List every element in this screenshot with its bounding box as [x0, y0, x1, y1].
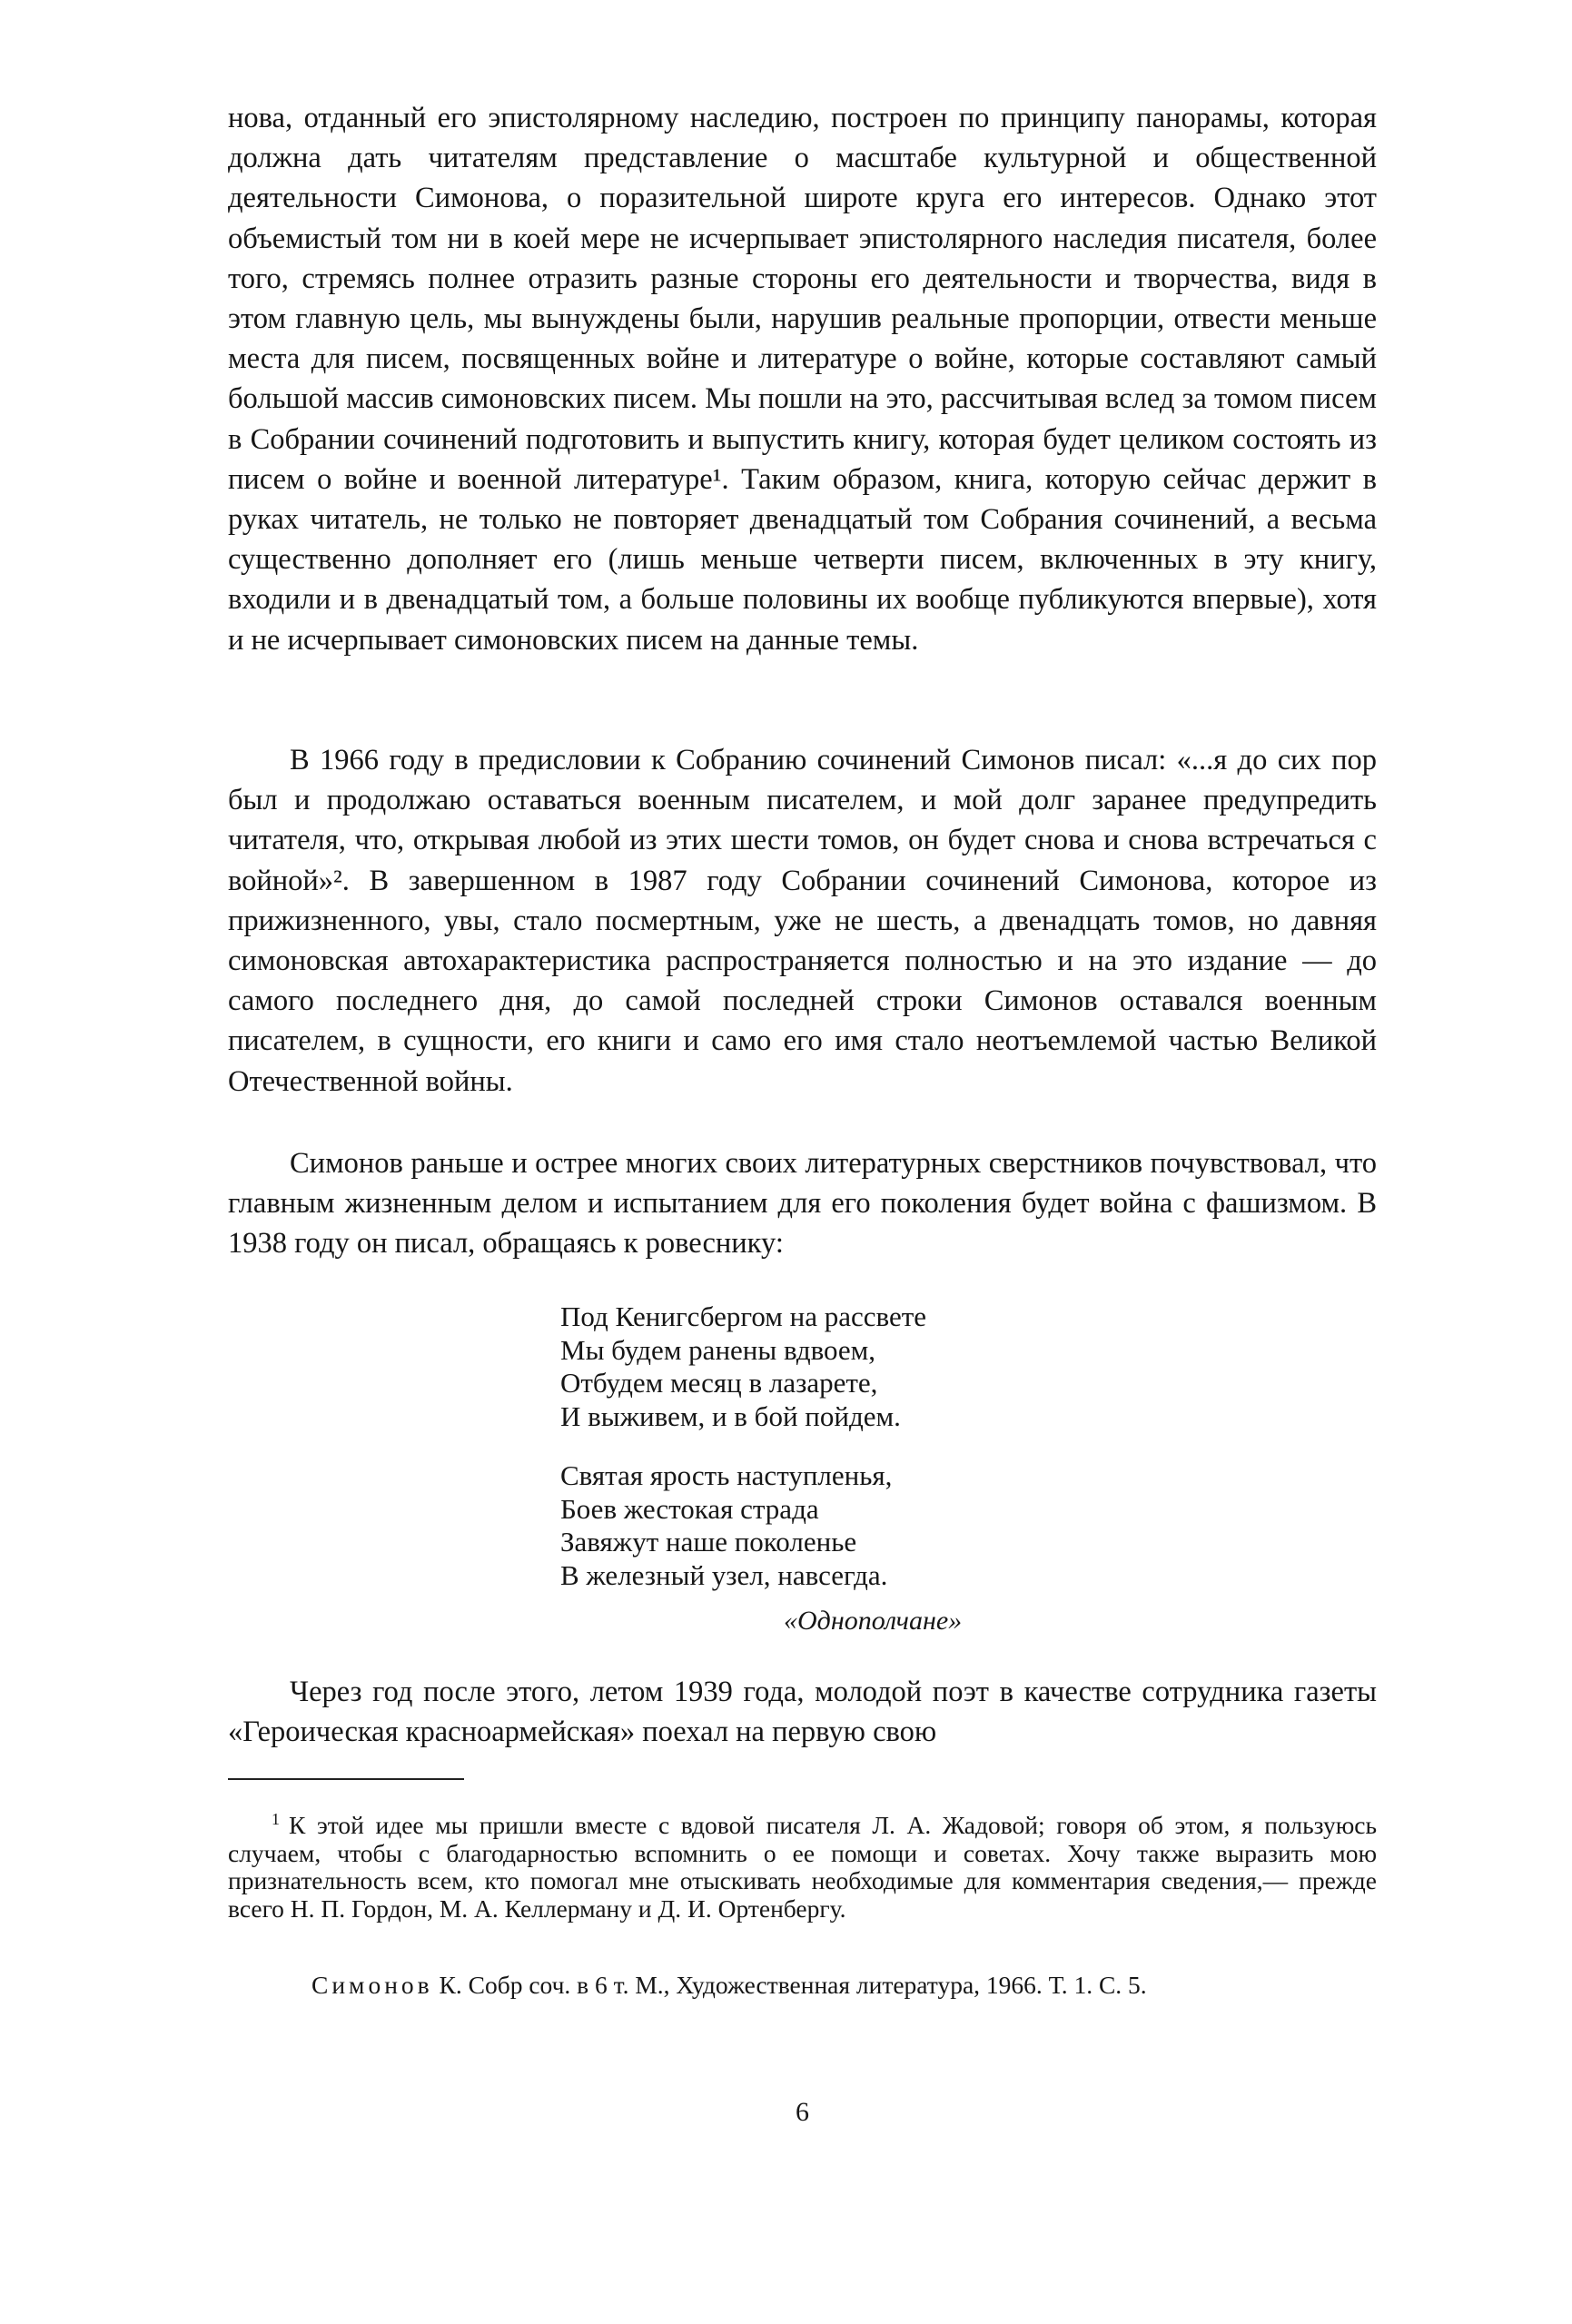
- poem-stanza-1: Под Кенигсбергом на рассвете Мы будем ранены вдвоем, Отбудем месяц в лазарете, И выживем, и в бой пойдем.: [560, 1300, 927, 1432]
- poem-title: «Однополчане»: [784, 1606, 963, 1636]
- footnote-2: [228, 1972, 1377, 2000]
- footnote-1-text: К этой идее мы пришли вместе с вдовой писателя Л. А. Жадовой; говоря об этом, я пользуюсь случаем, чтобы с благодарностью вспомнить о ее помощи и советах. Хочу также выразить мою признательность всем, кто помогал мне отыскивать необходимые для комментария сведения,— прежде всего Н. П. Гордон, М. А. Келлерману и Д. И. Ортенбергу.: [228, 1811, 1377, 1923]
- footnote-1-marker: 1: [272, 1810, 280, 1828]
- page-number: 6: [796, 2097, 809, 2127]
- footnote-divider: [228, 1778, 464, 1780]
- poem-stanza-2: Святая ярость наступленья, Боев жестокая страда Завяжут наше поколенье В железный узел, навсегда.: [560, 1459, 893, 1591]
- paragraph-1: нова, отданный его эпистолярному наследию, построен по принципу панорамы, которая должна дать читателям представление о масштабе культурной и общественной деятельности Симонова, о поразительной широте круга его интересов. Однако этот объемистый том ни в коей мере не исчерпывает эпистолярного наследия писателя, более того, стремясь полнее отразить разные стороны его деятельности и творчества, видя в этом главную цель, мы вынуждены были, нарушив реальные пропорции, отвести меньше места для писем, посвященных войне и литературе о войне, которые составляют самый большой массив симоновских писем. Мы пошли на это, рассчитывая вслед за томом писем в Собрании сочинений подготовить и выпустить книгу, которая будет целиком состоять из писем о войне и военной литературе¹. Таким образом, книга, которую сейчас держит в руках читатель, не только не повторяет двенадцатый том Собрания сочинений, а весьма существенно дополняет его (лишь меньше четверти писем, включенных в эту книгу, входили и в двенадцатый том, а больше половины их вообще публикуются впервые), хотя и не исчерпывает симоновских писем на данные темы.: [228, 102, 1377, 657]
- paragraph-3: Симонов раньше и острее многих своих литературных сверстников почувствовал, что главным жизненным делом и испытанием для его поколения будет война с фашизмом. В 1938 году он писал, обращаясь к ровеснику:: [228, 1147, 1377, 1261]
- footnote-2-author: Симонов: [311, 1971, 433, 1999]
- paragraph-4: Через год после этого, летом 1939 года, молодой поэт в качестве сотрудника газеты «Героическая красноармейская» поехал на первую свою: [228, 1676, 1377, 1749]
- paragraph-2: В 1966 году в предисловии к Собранию сочинений Симонов писал: «...я до сих пор был и продолжаю оставаться военным писателем, и мой долг заранее предупредить читателя, что, открывая любой из этих шести томов, он будет снова и снова встречаться с войной»². В завершенном в 1987 году Собрании сочинений Симонова, которое из прижизненного, увы, стало посмертным, уже не шесть, а двенадцать томов, но давняя симоновская автохарактеристика распространяется полностью и на это издание — до самого последнего дня, до самой последней строки Симонов оставался военным писателем, в сущности, его книги и само его имя стало неотъемлемой частью Великой Отечественной войны.: [228, 744, 1377, 1098]
- footnote-1: [228, 1805, 1377, 1923]
- footnote-2-text: К. Собр соч. в 6 т. М., Художественная литература, 1966. Т. 1. С. 5.: [432, 1971, 1147, 1999]
